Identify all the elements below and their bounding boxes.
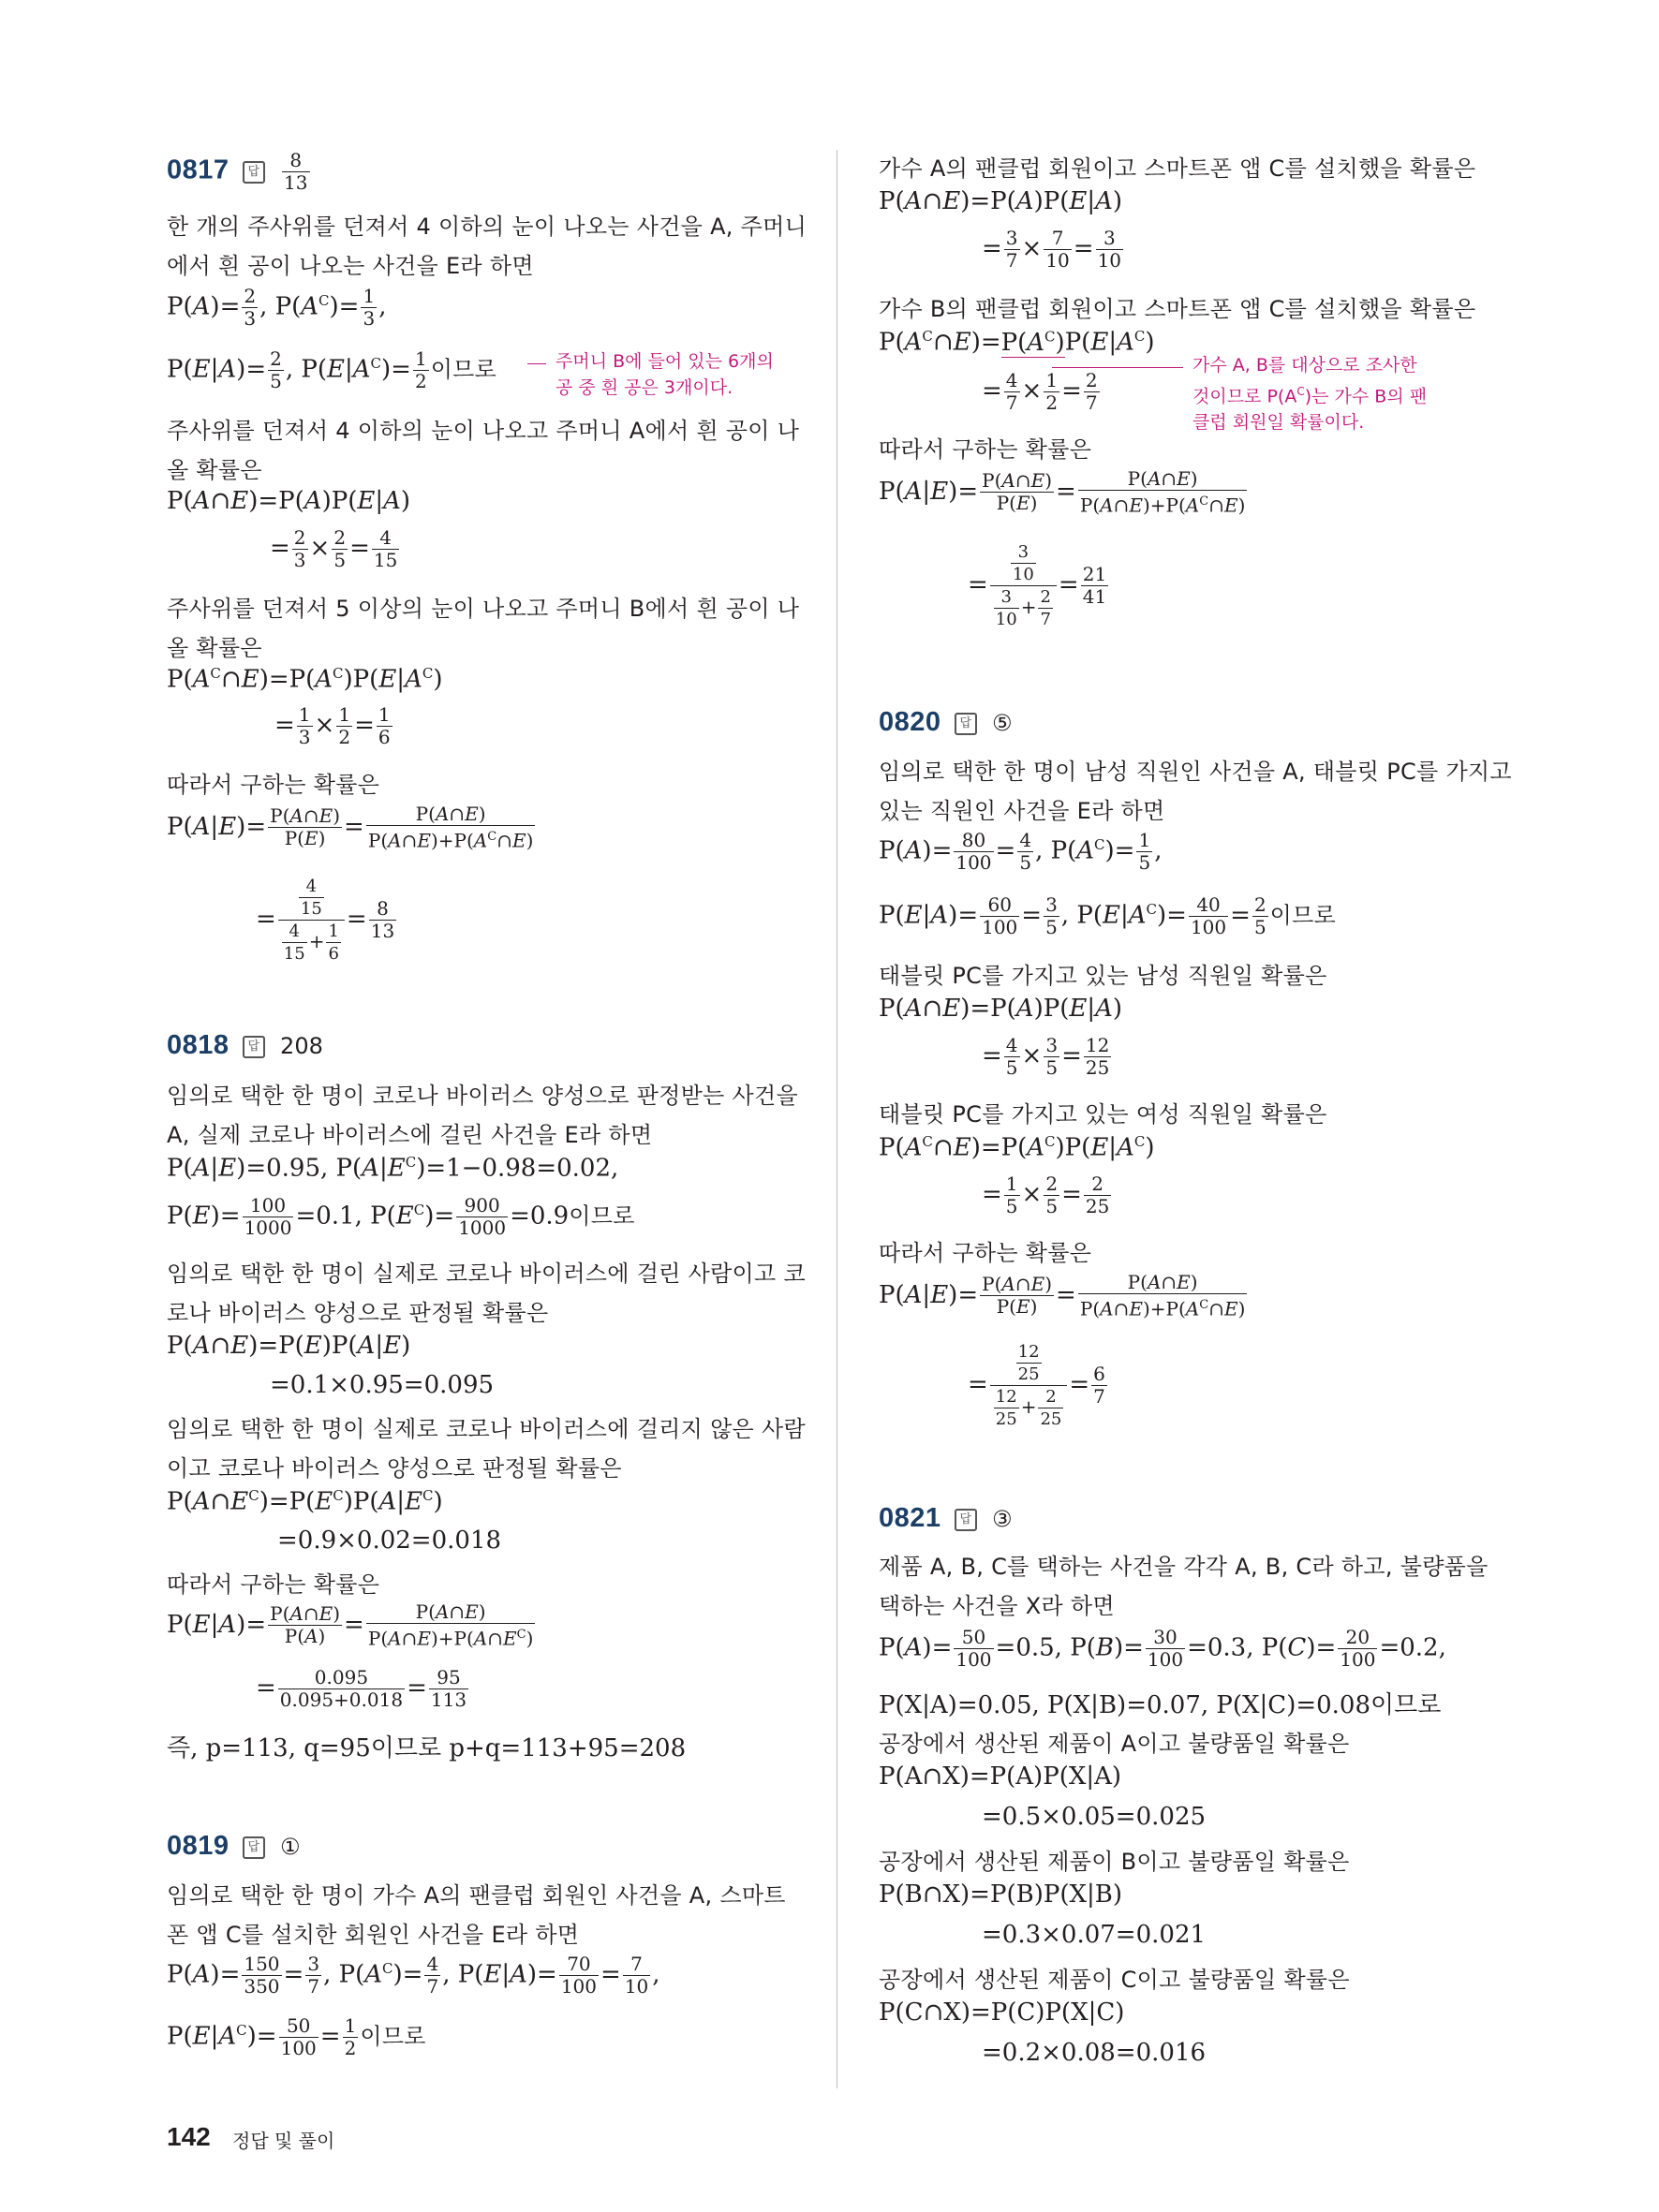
text-line: 임의로 택한 한 명이 코로나 바이러스 양성으로 판정받는 사건을 (167, 1083, 799, 1109)
text-line: 임의로 택한 한 명이 가수 A의 팬클럽 회원인 사건을 A, 스마트 (167, 1882, 786, 1909)
note-arrow (527, 363, 546, 364)
text-line: 에서 흰 공이 나오는 사건을 E라 하면 (167, 253, 534, 279)
equation: P(A|E)= $\frac{P(A\cap E)}{P(E)}$ = $\frac{P(A\cap E)}{P(A\cap E)+P(A^C\cap E)}$ (879, 1271, 1246, 1320)
problem-0820-header (879, 707, 1013, 738)
equation: P(X|A)=0.05, P(X|B)=0.07, P(X|C)=0.08이므로 (879, 1691, 1442, 1719)
text-line: 태블릿 PC를 가지고 있는 남성 직원일 확률은 (879, 963, 1327, 989)
equation: P(A)= $\frac{150}{350}$ = $\frac{3}{7}$ , $P(A^C)=$ $\frac{4}{7}$ , P(E|A)= $\frac{70}{100}$ = $\frac{7}{10}$ , (167, 1953, 660, 1998)
answer-icon: 답 (955, 1509, 977, 1531)
answer-value: ③ (992, 1506, 1013, 1532)
answer-value: 208 (280, 1033, 323, 1059)
answer-fraction: $\frac{8}{13}$ (284, 149, 308, 194)
text-line: 올 확률은 (167, 635, 262, 661)
equation: = $\frac{4}{15}$ $\frac{4}{15}$ + $\frac{1}{6}$ = $\frac{8}{13}$ (256, 877, 395, 964)
text-line: 공장에서 생산된 제품이 B이고 불량품일 확률은 (879, 1849, 1350, 1875)
text-line: 따라서 구하는 확률은 (167, 772, 380, 798)
text-line: 따라서 구하는 확률은 (167, 1571, 380, 1598)
equation: $P(A^C\cap E)=P(A^C)P(E|A^C)$ (879, 1133, 1155, 1162)
equation: $P(A^C\cap E)=P(A^C)P(E|A^C)$ (167, 665, 443, 694)
equation: =0.1×0.95=0.095 (270, 1371, 495, 1399)
text-line: 주사위를 던져서 5 이상의 눈이 나오고 주머니 B에서 흰 공이 나 (167, 596, 800, 622)
equation: P(A∩E)=P(A)P(E|A) (879, 995, 1123, 1023)
equation: = $\frac{12}{25}$ $\frac{12}{25}$ + $\frac{2}{25}$ = $\frac{6}{7}$ (968, 1342, 1105, 1429)
text-line: 즉, p=113, q=95이므로 p+q=113+95=208 (167, 1734, 687, 1762)
equation: $P(E|A^C)=$ $\frac{50}{100}$ = $\frac{1}{2}$ 이므로 (167, 2014, 426, 2059)
text-line: 임의로 택한 한 명이 남성 직원인 사건을 A, 태블릿 PC를 가지고 (879, 759, 1512, 785)
text-line: 임의로 택한 한 명이 실제로 코로나 바이러스에 걸린 사람이고 코 (167, 1261, 806, 1287)
answer-icon: 답 (955, 713, 977, 735)
problem-0818-header (167, 1030, 323, 1061)
problem-0817-header (167, 150, 312, 194)
note-arrow (1052, 367, 1183, 368)
text-line: 가수 A의 팬클럽 회원이고 스마트폰 앱 C를 설치했을 확률은 (879, 155, 1476, 182)
equation: P(A)= $\frac{2}{3}$ , $P(A^C)=$ $\frac{1}{3}$ , (167, 285, 387, 330)
equation: =0.3×0.07=0.021 (982, 1921, 1207, 1949)
text-line: A, 실제 코로나 바이러스에 걸린 사건을 E라 하면 (167, 1122, 653, 1148)
problem-number: 0821 (879, 1503, 941, 1533)
text-line: 폰 앱 C를 설치한 회원인 사건을 E라 하면 (167, 1922, 580, 1948)
equation: = $\frac{4}{5}$ × $\frac{3}{5}$ = $\frac{12}{25}$ (982, 1034, 1110, 1079)
problem-number: 0819 (167, 1831, 230, 1861)
answer-icon: 답 (243, 161, 265, 184)
equation: P(E|A)= $\frac{P(A\cap E)}{P(A)}$ = $\frac{P(A\cap E)}{P(A\cap E)+P(A\cap E^C)}$ (167, 1600, 534, 1650)
text-line: 공장에서 생산된 제품이 C이고 불량품일 확률은 (879, 1967, 1350, 1993)
equation: = $\frac{3}{10}$ $\frac{3}{10}$ + $\frac{2}{7}$ = $\frac{21}{41}$ (968, 542, 1107, 629)
problem-number: 0820 (879, 707, 941, 737)
problem-0821-header (879, 1503, 1013, 1534)
text-line: 공장에서 생산된 제품이 A이고 불량품일 확률은 (879, 1731, 1350, 1757)
equation: P(A|E)= $\frac{P(A\cap E)}{P(E)}$ = $\frac{P(A\cap E)}{P(A\cap E)+P(A^C\cap E)}$ (879, 467, 1246, 517)
text-line: 제품 A, B, C를 택하는 사건을 각각 A, B, C라 하고, 불량품을 (879, 1554, 1489, 1580)
side-note: 주머니 B에 들어 있는 6개의 공 중 흰 공은 3개이다. (555, 351, 774, 398)
problem-0819-header (167, 1831, 301, 1862)
equation: =0.5×0.05=0.025 (982, 1803, 1207, 1831)
text-line: 태블릿 PC를 가지고 있는 여성 직원일 확률은 (879, 1101, 1327, 1128)
equation: P(A∩E)=P(A)P(E|A) (879, 187, 1123, 215)
answer-icon: 답 (243, 1836, 265, 1859)
problem-number: 0818 (167, 1030, 230, 1060)
equation: = $\frac{2}{3}$ × $\frac{2}{5}$ = $\frac{4}{15}$ (270, 526, 398, 571)
text-line: 한 개의 주사위를 던져서 4 이하의 눈이 나오는 사건을 A, 주머니 (167, 214, 807, 240)
equation: P(C∩X)=P(C)P(X|C) (879, 1998, 1125, 2027)
equation: P(E|A)= $\frac{2}{5}$ , $P(E|A^C)=$ $\frac{1}{2}$ 이므로 (167, 347, 497, 392)
answer-value: ① (280, 1834, 301, 1860)
equation: P(A∩E)=P(A)P(E|A) (167, 487, 411, 515)
side-note: 가수 A, B를 대상으로 조사한 것이므로 $P(A^C)$는 가수 B의 팬 클럽 회원일 확률이다. (1192, 355, 1428, 434)
page-number: 142 (167, 2122, 211, 2151)
equation: $P(A^C\cap E)=P(A^C)P(E|A^C)$ (879, 328, 1155, 357)
equation: P(A)= $\frac{50}{100}$ =0.5, P(B)= $\frac{30}{100}$ =0.3, P(C)= $\frac{20}{100}$ =0.2, (879, 1626, 1446, 1671)
equation: P(A∩E)=P(E)P(A|E) (167, 1332, 411, 1360)
equation: P(A|E)=0.95, $P(A|E^C)=1-0.98=0.02$, (167, 1154, 619, 1183)
text-line: 주사위를 던져서 4 이하의 눈이 나오고 주머니 A에서 흰 공이 나 (167, 418, 800, 444)
equation: P(E)= $\frac{100}{1000}$ =0.1, $P(E^C)=$ $\frac{900}{1000}$ =0.9이므로 (167, 1194, 635, 1239)
equation: =0.9×0.02=0.018 (277, 1526, 502, 1555)
equation: = $\frac{0.095}{0.095+0.018}$ = $\frac{95}{113}$ (256, 1666, 467, 1711)
footer-label: 정답 및 풀이 (232, 2130, 335, 2152)
text-line: 임의로 택한 한 명이 실제로 코로나 바이러스에 걸리지 않은 사람 (167, 1416, 806, 1442)
equation: P(A|E)= $\frac{P(A\cap E)}{P(E)}$ = $\frac{P(A\cap E)}{P(A\cap E)+P(A^C\cap E)}$ (167, 803, 534, 852)
equation: = $\frac{4}{7}$ × $\frac{1}{2}$ = $\frac{2}{7}$ (982, 369, 1098, 414)
equation: P(A∩X)=P(A)P(X|A) (879, 1762, 1122, 1791)
equation: = $\frac{1}{5}$ × $\frac{2}{5}$ = $\frac{2}{25}$ (982, 1172, 1110, 1217)
equation: = $\frac{1}{3}$ × $\frac{1}{2}$ = $\frac{1}{6}$ (274, 703, 391, 748)
text-line: 있는 직원인 사건을 E라 하면 (879, 798, 1165, 824)
text-line: 따라서 구하는 확률은 (879, 1240, 1092, 1266)
equation: P(A)= $\frac{80}{100}$ = $\frac{4}{5}$ , $P(A^C)=$ $\frac{1}{5}$ , (879, 829, 1163, 874)
equation: =0.2×0.08=0.016 (982, 2039, 1207, 2067)
text-line: 따라서 구하는 확률은 (879, 436, 1092, 463)
answer-value: ⑤ (992, 710, 1013, 736)
answer-icon: 답 (243, 1036, 265, 1058)
equation: P(E|A)= $\frac{60}{100}$ = $\frac{3}{5}$ , $P(E|A^C)=$ $\frac{40}{100}$ = $\frac{2}{5}$ 이므로 (879, 893, 1337, 938)
text-line: 로나 바이러스 양성으로 판정될 확률은 (167, 1300, 549, 1326)
problem-number: 0817 (167, 155, 230, 185)
equation: P(B∩X)=P(B)P(X|B) (879, 1880, 1123, 1909)
equation: $P(A\cap E^C)=P(E^C)P(A|E^C)$ (167, 1487, 443, 1516)
text-line: 올 확률은 (167, 457, 262, 483)
text-line: 가수 B의 팬클럽 회원이고 스마트폰 앱 C를 설치했을 확률은 (879, 296, 1476, 322)
text-line: 이고 코로나 바이러스 양성으로 판정될 확률은 (167, 1455, 622, 1482)
text-line: 택하는 사건을 X라 하면 (879, 1593, 1115, 1619)
equation: = $\frac{3}{7}$ × $\frac{7}{10}$ = $\frac{3}{10}$ (982, 227, 1122, 272)
